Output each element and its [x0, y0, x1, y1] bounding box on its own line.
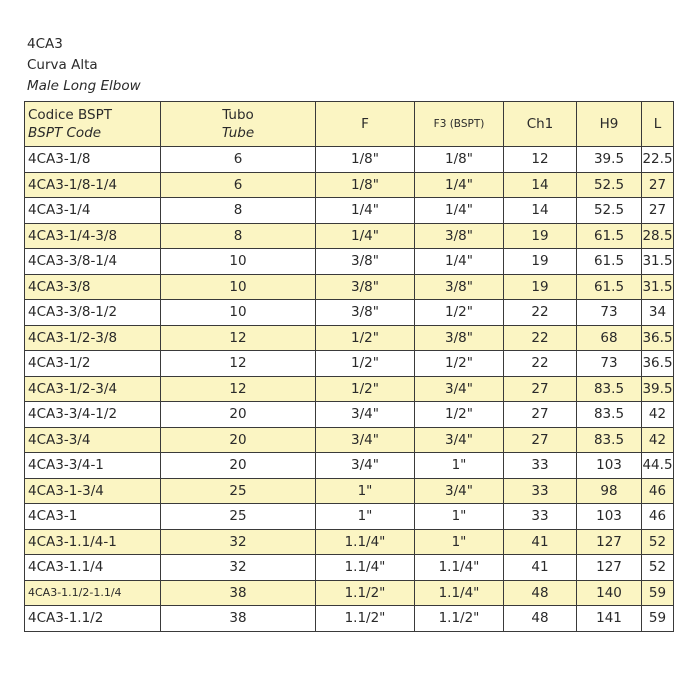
cell-f3: 3/8": [415, 223, 504, 249]
cell-f3: 1/4": [415, 172, 504, 198]
cell-l: 42: [642, 427, 674, 453]
cell-ch1: 33: [504, 504, 577, 530]
cell-h9: 127: [577, 555, 642, 581]
cell-f: 1/4": [316, 223, 415, 249]
cell-tube: 10: [161, 300, 316, 326]
cell-h9: 52.5: [577, 198, 642, 224]
table-row: [25, 376, 674, 402]
cell-ch1: 48: [504, 606, 577, 632]
cell-code: 4CA3-1: [25, 504, 161, 530]
cell-h9: 103: [577, 504, 642, 530]
cell-f3: 1.1/2": [415, 606, 504, 632]
cell-f3: 3/4": [415, 478, 504, 504]
cell-f: 3/4": [316, 453, 415, 479]
cell-tube: 8: [161, 198, 316, 224]
cell-f3: 1.1/4": [415, 555, 504, 581]
cell-h9: 103: [577, 453, 642, 479]
cell-f: 3/8": [316, 274, 415, 300]
table-row: [25, 300, 674, 326]
cell-code: 4CA3-1.1/2: [25, 606, 161, 632]
cell-f3: 1/2": [415, 300, 504, 326]
cell-l: 31.5: [642, 249, 674, 275]
cell-h9: 98: [577, 478, 642, 504]
cell-f3: 3/4": [415, 376, 504, 402]
cell-f3: 1": [415, 529, 504, 555]
cell-f3: 1/4": [415, 249, 504, 275]
table-row: [25, 580, 674, 606]
cell-h9: 83.5: [577, 427, 642, 453]
cell-ch1: 48: [504, 580, 577, 606]
cell-f: 1.1/2": [316, 580, 415, 606]
header-tube: [161, 102, 316, 147]
cell-code: 4CA3-1/4-3/8: [25, 223, 161, 249]
cell-code: 4CA3-1.1/4: [25, 555, 161, 581]
cell-l: 36.5: [642, 351, 674, 377]
cell-code: 4CA3-3/8: [25, 274, 161, 300]
cell-tube: 8: [161, 223, 316, 249]
cell-tube: 12: [161, 351, 316, 377]
cell-f: 1": [316, 504, 415, 530]
cell-f: 3/4": [316, 427, 415, 453]
cell-h9: 83.5: [577, 402, 642, 428]
cell-l: 59: [642, 580, 674, 606]
cell-l: 31.5: [642, 274, 674, 300]
cell-code: 4CA3-3/8-1/4: [25, 249, 161, 275]
cell-h9: 61.5: [577, 249, 642, 275]
table-row: [25, 529, 674, 555]
table-header: [25, 102, 674, 147]
cell-f: 3/4": [316, 402, 415, 428]
cell-code: 4CA3-1/2: [25, 351, 161, 377]
table-row: [25, 555, 674, 581]
cell-code: 4CA3-1/8: [25, 147, 161, 173]
cell-f3: 3/4": [415, 427, 504, 453]
cell-h9: 61.5: [577, 274, 642, 300]
cell-tube: 38: [161, 606, 316, 632]
cell-code: 4CA3-3/4-1: [25, 453, 161, 479]
cell-l: 39.5: [642, 376, 674, 402]
cell-tube: 25: [161, 504, 316, 530]
cell-ch1: 27: [504, 402, 577, 428]
header-h9: H9: [577, 102, 642, 147]
table-row: [25, 223, 674, 249]
cell-f: 1.1/4": [316, 529, 415, 555]
cell-ch1: 22: [504, 325, 577, 351]
cell-ch1: 19: [504, 274, 577, 300]
cell-code: 4CA3-3/4: [25, 427, 161, 453]
cell-tube: 6: [161, 172, 316, 198]
cell-h9: 140: [577, 580, 642, 606]
header-tube-italian: Tubo: [222, 107, 254, 123]
header-f: F: [316, 102, 415, 147]
product-header: [27, 34, 141, 97]
cell-code: 4CA3-1/2-3/8: [25, 325, 161, 351]
cell-f3: 3/8": [415, 325, 504, 351]
cell-f3: 1/4": [415, 198, 504, 224]
table-row: [25, 325, 674, 351]
cell-code: 4CA3-1/2-3/4: [25, 376, 161, 402]
product-name-italian: Curva Alta: [27, 57, 98, 73]
cell-h9: 39.5: [577, 147, 642, 173]
cell-f: 3/8": [316, 300, 415, 326]
cell-h9: 61.5: [577, 223, 642, 249]
cell-ch1: 27: [504, 427, 577, 453]
cell-l: 59: [642, 606, 674, 632]
cell-f3: 3/8": [415, 274, 504, 300]
cell-h9: 83.5: [577, 376, 642, 402]
cell-tube: 38: [161, 580, 316, 606]
cell-f: 1/2": [316, 351, 415, 377]
cell-tube: 32: [161, 529, 316, 555]
cell-tube: 10: [161, 274, 316, 300]
header-code-english: BSPT Code: [28, 125, 102, 141]
header-code: [25, 102, 161, 147]
table-row: [25, 172, 674, 198]
table-row: [25, 198, 674, 224]
cell-h9: 52.5: [577, 172, 642, 198]
cell-l: 46: [642, 504, 674, 530]
cell-ch1: 22: [504, 351, 577, 377]
dimensions-table: [24, 101, 674, 632]
cell-h9: 73: [577, 300, 642, 326]
cell-l: 27: [642, 172, 674, 198]
cell-tube: 12: [161, 376, 316, 402]
cell-l: 52: [642, 555, 674, 581]
cell-l: 28.5: [642, 223, 674, 249]
cell-f3: 1": [415, 453, 504, 479]
cell-ch1: 41: [504, 529, 577, 555]
cell-code: 4CA3-1.1/4-1: [25, 529, 161, 555]
product-code: 4CA3: [27, 36, 63, 52]
cell-code: 4CA3-1/4: [25, 198, 161, 224]
cell-code: 4CA3-3/4-1/2: [25, 402, 161, 428]
cell-ch1: 14: [504, 198, 577, 224]
cell-ch1: 41: [504, 555, 577, 581]
cell-l: 52: [642, 529, 674, 555]
table-row: [25, 351, 674, 377]
cell-l: 34: [642, 300, 674, 326]
cell-tube: 32: [161, 555, 316, 581]
header-tube-english: Tube: [221, 125, 255, 141]
cell-h9: 73: [577, 351, 642, 377]
cell-f3: 1": [415, 504, 504, 530]
table-row: [25, 402, 674, 428]
cell-tube: 20: [161, 402, 316, 428]
cell-tube: 10: [161, 249, 316, 275]
product-name-english: Male Long Elbow: [27, 78, 141, 94]
cell-h9: 127: [577, 529, 642, 555]
cell-f3: 1/2": [415, 402, 504, 428]
cell-f: 1/2": [316, 376, 415, 402]
cell-f3: 1.1/4": [415, 580, 504, 606]
cell-f: 1/4": [316, 198, 415, 224]
cell-h9: 141: [577, 606, 642, 632]
table-row: [25, 478, 674, 504]
table-row: [25, 504, 674, 530]
cell-h9: 68: [577, 325, 642, 351]
table-row: [25, 427, 674, 453]
cell-f3: 1/2": [415, 351, 504, 377]
cell-ch1: 33: [504, 453, 577, 479]
cell-ch1: 19: [504, 249, 577, 275]
cell-f: 3/8": [316, 249, 415, 275]
header-ch1: Ch1: [504, 102, 577, 147]
cell-l: 27: [642, 198, 674, 224]
cell-tube: 6: [161, 147, 316, 173]
cell-ch1: 27: [504, 376, 577, 402]
cell-l: 46: [642, 478, 674, 504]
cell-l: 44.5: [642, 453, 674, 479]
table-row: [25, 606, 674, 632]
cell-f: 1/8": [316, 147, 415, 173]
cell-l: 22.5: [642, 147, 674, 173]
cell-f: 1.1/2": [316, 606, 415, 632]
cell-f: 1": [316, 478, 415, 504]
cell-tube: 12: [161, 325, 316, 351]
cell-ch1: 12: [504, 147, 577, 173]
cell-code: 4CA3-1/8-1/4: [25, 172, 161, 198]
header-code-italian: Codice BSPT: [28, 107, 113, 123]
cell-f: 1/2": [316, 325, 415, 351]
table-row: [25, 274, 674, 300]
cell-l: 36.5: [642, 325, 674, 351]
cell-ch1: 33: [504, 478, 577, 504]
cell-code: 4CA3-1-3/4: [25, 478, 161, 504]
header-f3: F3 (BSPT): [415, 102, 504, 147]
cell-ch1: 14: [504, 172, 577, 198]
cell-tube: 20: [161, 427, 316, 453]
cell-ch1: 19: [504, 223, 577, 249]
cell-tube: 25: [161, 478, 316, 504]
cell-ch1: 22: [504, 300, 577, 326]
table-row: [25, 249, 674, 275]
table-row: [25, 147, 674, 173]
cell-f3: 1/8": [415, 147, 504, 173]
table-row: [25, 453, 674, 479]
table-body: [25, 147, 674, 632]
cell-tube: 20: [161, 453, 316, 479]
cell-code: 4CA3-1.1/2-1.1/4: [25, 580, 161, 606]
header-row: [25, 102, 674, 147]
cell-f: 1/8": [316, 172, 415, 198]
cell-code: 4CA3-3/8-1/2: [25, 300, 161, 326]
cell-f: 1.1/4": [316, 555, 415, 581]
header-l: L: [642, 102, 674, 147]
cell-l: 42: [642, 402, 674, 428]
